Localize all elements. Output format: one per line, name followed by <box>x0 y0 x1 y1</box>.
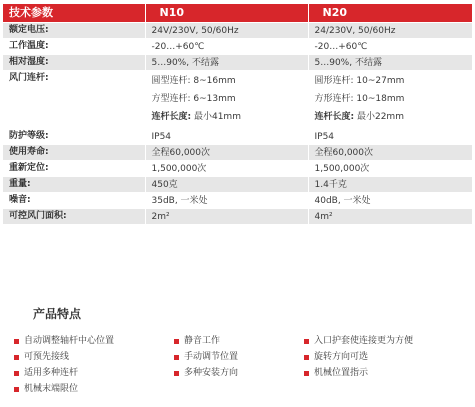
feature-label: 多种安装方向 <box>184 368 239 378</box>
spec-cell-n10 <box>145 161 308 177</box>
feature-item <box>14 351 174 364</box>
spec-cell-n10 <box>145 193 308 209</box>
spec-row-label: 噪音: <box>3 193 145 209</box>
spec-header-n20: N20 <box>308 4 472 23</box>
bullet-square-icon <box>14 339 19 344</box>
spec-cell-line: 2m² <box>151 212 170 222</box>
spec-cell-line: 连杆长度: 最小41mm <box>151 112 241 122</box>
feature-label: 机械位置指示 <box>314 368 369 378</box>
spec-row <box>3 39 472 55</box>
bullet-square-icon <box>304 371 309 376</box>
spec-header-n10: N10 <box>145 4 308 23</box>
spec-cell-n20 <box>308 129 472 145</box>
spec-row <box>3 145 472 161</box>
spec-row <box>3 129 472 145</box>
spec-table <box>3 4 472 225</box>
spec-cell-n20 <box>308 39 472 55</box>
spec-cell-line: -20…+60℃ <box>314 42 368 52</box>
spec-row-label: 防护等级: <box>3 129 145 145</box>
spec-row-label: 工作温度: <box>3 39 145 55</box>
spec-cell-line: -20…+60℃ <box>151 42 205 52</box>
feature-item <box>174 351 304 364</box>
spec-row-label: 风门连杆: <box>3 71 145 129</box>
feature-item <box>304 351 454 364</box>
feature-item <box>14 335 174 348</box>
bullet-square-icon <box>14 355 19 360</box>
spec-cell-line: IP54 <box>314 132 335 142</box>
spec-cell-line: 1,500,000次 <box>314 164 370 174</box>
spec-row-label: 相对湿度: <box>3 55 145 71</box>
spec-cell-n10 <box>145 209 308 225</box>
feature-label: 静音工作 <box>184 336 221 346</box>
feature-item <box>14 367 174 380</box>
spec-cell-line: 1.4千克 <box>314 180 347 190</box>
feature-label: 旋转方向可选 <box>314 352 369 362</box>
spec-cell-line: 方形连杆: 10~18mm <box>314 94 405 104</box>
spec-cell-line: 全程60,000次 <box>151 148 210 158</box>
spec-cell-n10 <box>145 129 308 145</box>
spec-cell-line: 圆型连杆: 8~16mm <box>151 76 236 86</box>
spec-cell-n20 <box>308 23 472 39</box>
bullet-square-icon <box>14 387 19 392</box>
spec-cell-line: 24/230V, 50/60Hz <box>314 26 396 36</box>
spec-row-label: 额定电压: <box>3 23 145 39</box>
spec-cell-n10 <box>145 145 308 161</box>
spec-cell-line: 35dB, 一米处 <box>151 196 208 206</box>
spec-row <box>3 193 472 209</box>
spec-row <box>3 209 472 225</box>
spec-cell-line: 450克 <box>151 180 178 190</box>
spec-cell-line: 5…90%, 不结露 <box>151 58 219 68</box>
spec-header-row <box>3 4 472 23</box>
spec-cell-n10 <box>145 71 308 129</box>
feature-label: 适用多种连杆 <box>24 368 79 378</box>
bullet-square-icon <box>304 339 309 344</box>
feature-label: 可预先接线 <box>24 352 70 362</box>
spec-cell-n10 <box>145 55 308 71</box>
spec-cell-line: IP54 <box>151 132 172 142</box>
spec-row-label: 可控风门面积: <box>3 209 145 225</box>
spec-cell-n20 <box>308 209 472 225</box>
bullet-square-icon <box>174 339 179 344</box>
features-list <box>14 335 454 396</box>
spec-cell-line: 圆形连杆: 10~27mm <box>314 76 405 86</box>
spec-row-label: 重新定位: <box>3 161 145 177</box>
feature-label: 入口护套使连接更为方便 <box>314 336 414 346</box>
bullet-square-icon <box>174 355 179 360</box>
feature-label: 自动调整轴杆中心位置 <box>24 336 115 346</box>
spec-cell-n10 <box>145 23 308 39</box>
spec-cell-n20 <box>308 161 472 177</box>
features-title: 产品特点 <box>33 307 82 321</box>
bullet-square-icon <box>14 371 19 376</box>
spec-row-label: 重量: <box>3 177 145 193</box>
feature-item <box>174 335 304 348</box>
spec-cell-n10 <box>145 39 308 55</box>
feature-item <box>304 367 454 380</box>
spec-cell-line: 1,500,000次 <box>151 164 207 174</box>
feature-label: 手动调节位置 <box>184 352 239 362</box>
spec-cell-line: 5…90%, 不结露 <box>314 58 382 68</box>
spec-cell-n20 <box>308 55 472 71</box>
spec-row <box>3 161 472 177</box>
spec-row <box>3 55 472 71</box>
bullet-square-icon <box>174 371 179 376</box>
spec-cell-n20 <box>308 177 472 193</box>
spec-cell-line: 24V/230V, 50/60Hz <box>151 26 239 36</box>
bullet-square-icon <box>304 355 309 360</box>
feature-item <box>304 335 454 348</box>
spec-cell-n20 <box>308 71 472 129</box>
spec-cell-line: 方型连杆: 6~13mm <box>151 94 236 104</box>
spec-row <box>3 71 472 129</box>
spec-cell-n20 <box>308 193 472 209</box>
spec-table-body <box>3 4 472 225</box>
spec-cell-line: 连杆长度: 最小22mm <box>314 112 404 122</box>
feature-label: 机械末端限位 <box>24 384 79 394</box>
spec-row-label: 使用寿命: <box>3 145 145 161</box>
spec-row <box>3 177 472 193</box>
spec-cell-line: 40dB, 一米处 <box>314 196 371 206</box>
feature-item <box>14 383 174 396</box>
feature-item <box>174 367 304 380</box>
spec-cell-line: 4m² <box>314 212 333 222</box>
spec-row <box>3 23 472 39</box>
spec-cell-n20 <box>308 145 472 161</box>
spec-header-label: 技术参数 <box>3 4 145 23</box>
spec-cell-n10 <box>145 177 308 193</box>
spec-cell-line: 全程60,000次 <box>314 148 373 158</box>
